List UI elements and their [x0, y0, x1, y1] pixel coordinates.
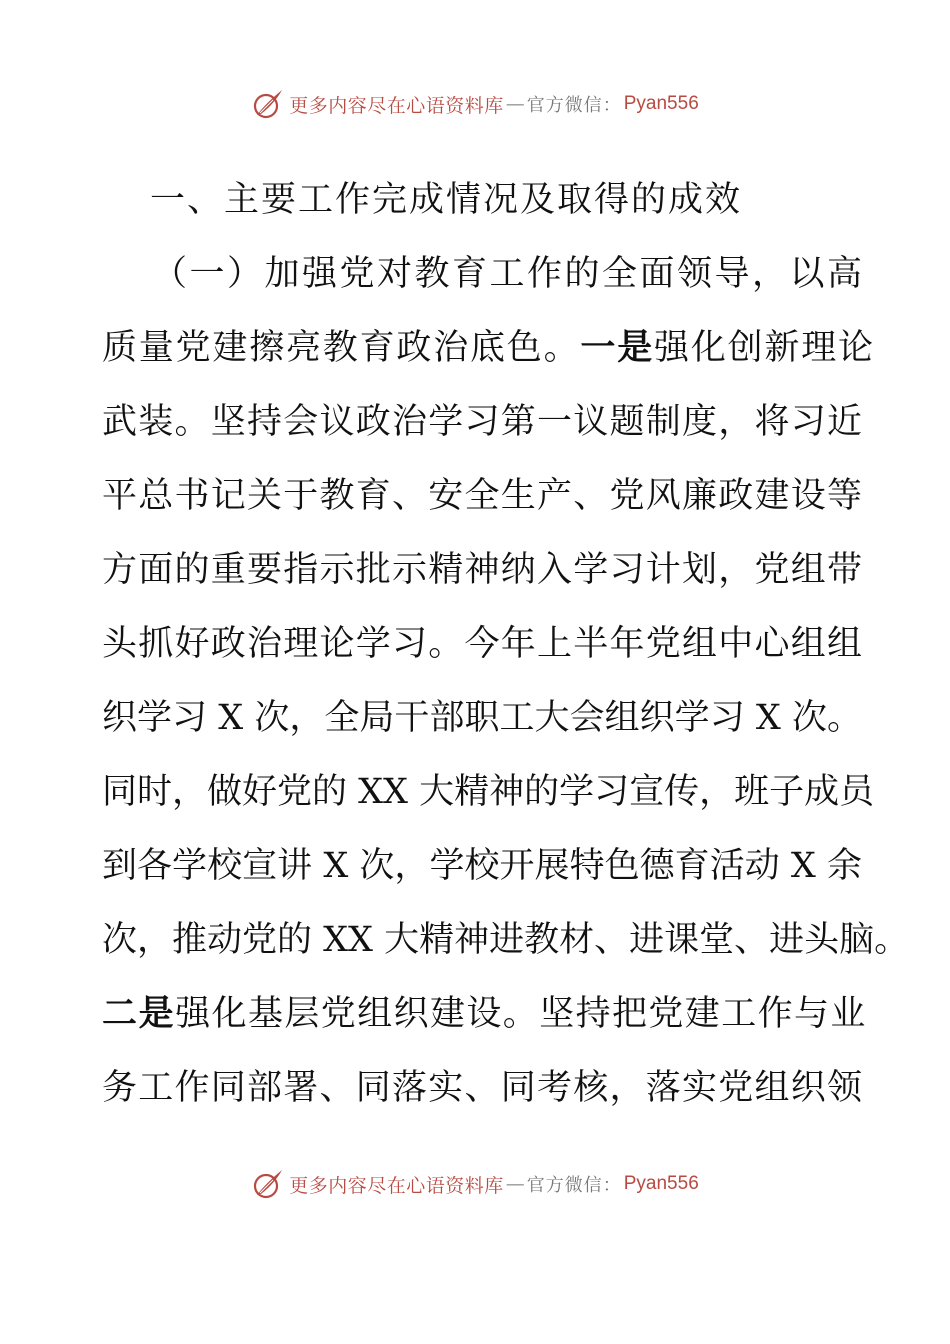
watermark-label: 官方微信：	[526, 1175, 622, 1196]
text-run	[580, 318, 874, 378]
watermark-id: Pyan556	[623, 93, 699, 114]
paragraph-line: 方面的重要指示批示精神纳入学习计划，党组带	[102, 550, 862, 590]
paragraph-line: （一）加强党对教育工作的全面领导，以高	[152, 254, 862, 294]
paragraph-line: 次，推动党的 XX 大精神进教材、进课堂、进头脑。	[102, 920, 910, 960]
watermark-label: 官方微信：	[526, 95, 622, 116]
paragraph-line	[102, 318, 875, 378]
paragraph-line: 头抓好政治理论学习。今年上半年党组中心组组	[102, 624, 862, 664]
watermark-text: 更多内容尽在心语资料库	[289, 94, 504, 117]
paragraph-line: 武装。坚持会议政治学习第一议题制度，将习近	[102, 402, 862, 442]
paragraph-line: 织学习 X 次，全局干部职工大会组织学习 X 次。	[102, 698, 862, 738]
footer-watermark	[0, 1164, 950, 1204]
watermark-id: Pyan556	[623, 1173, 699, 1194]
quill-logo-icon	[251, 1167, 285, 1201]
paragraph-line	[102, 984, 867, 1044]
watermark-text: 更多内容尽在心语资料库	[289, 1174, 504, 1197]
header-watermark	[0, 84, 950, 124]
paragraph-line: 平总书记关于教育、安全生产、党风廉政建设等	[102, 476, 862, 516]
text-run: 强化创新理论	[654, 328, 875, 368]
paragraph-line: 到各学校宣讲 X 次，学校开展特色德育活动 X 余	[102, 846, 862, 886]
paragraph-line: 务工作同部署、同落实、同考核，落实党组织领	[102, 1068, 862, 1108]
paragraph-line: 同时，做好党的 XX 大精神的学习宣传，班子成员	[102, 772, 875, 812]
watermark-separator: —	[505, 93, 525, 115]
quill-logo-icon	[251, 87, 285, 121]
section-heading: 一、主要工作完成情况及取得的成效	[150, 180, 743, 220]
text-run: 质量党建擦亮教育政治底色。	[102, 328, 581, 368]
watermark-separator: —	[505, 1173, 525, 1195]
lead-emphasis: 一是	[580, 328, 655, 368]
text-run: 强化基层党组织建设。坚持把党建工作与业	[175, 994, 867, 1034]
lead-emphasis: 二是	[102, 994, 176, 1034]
